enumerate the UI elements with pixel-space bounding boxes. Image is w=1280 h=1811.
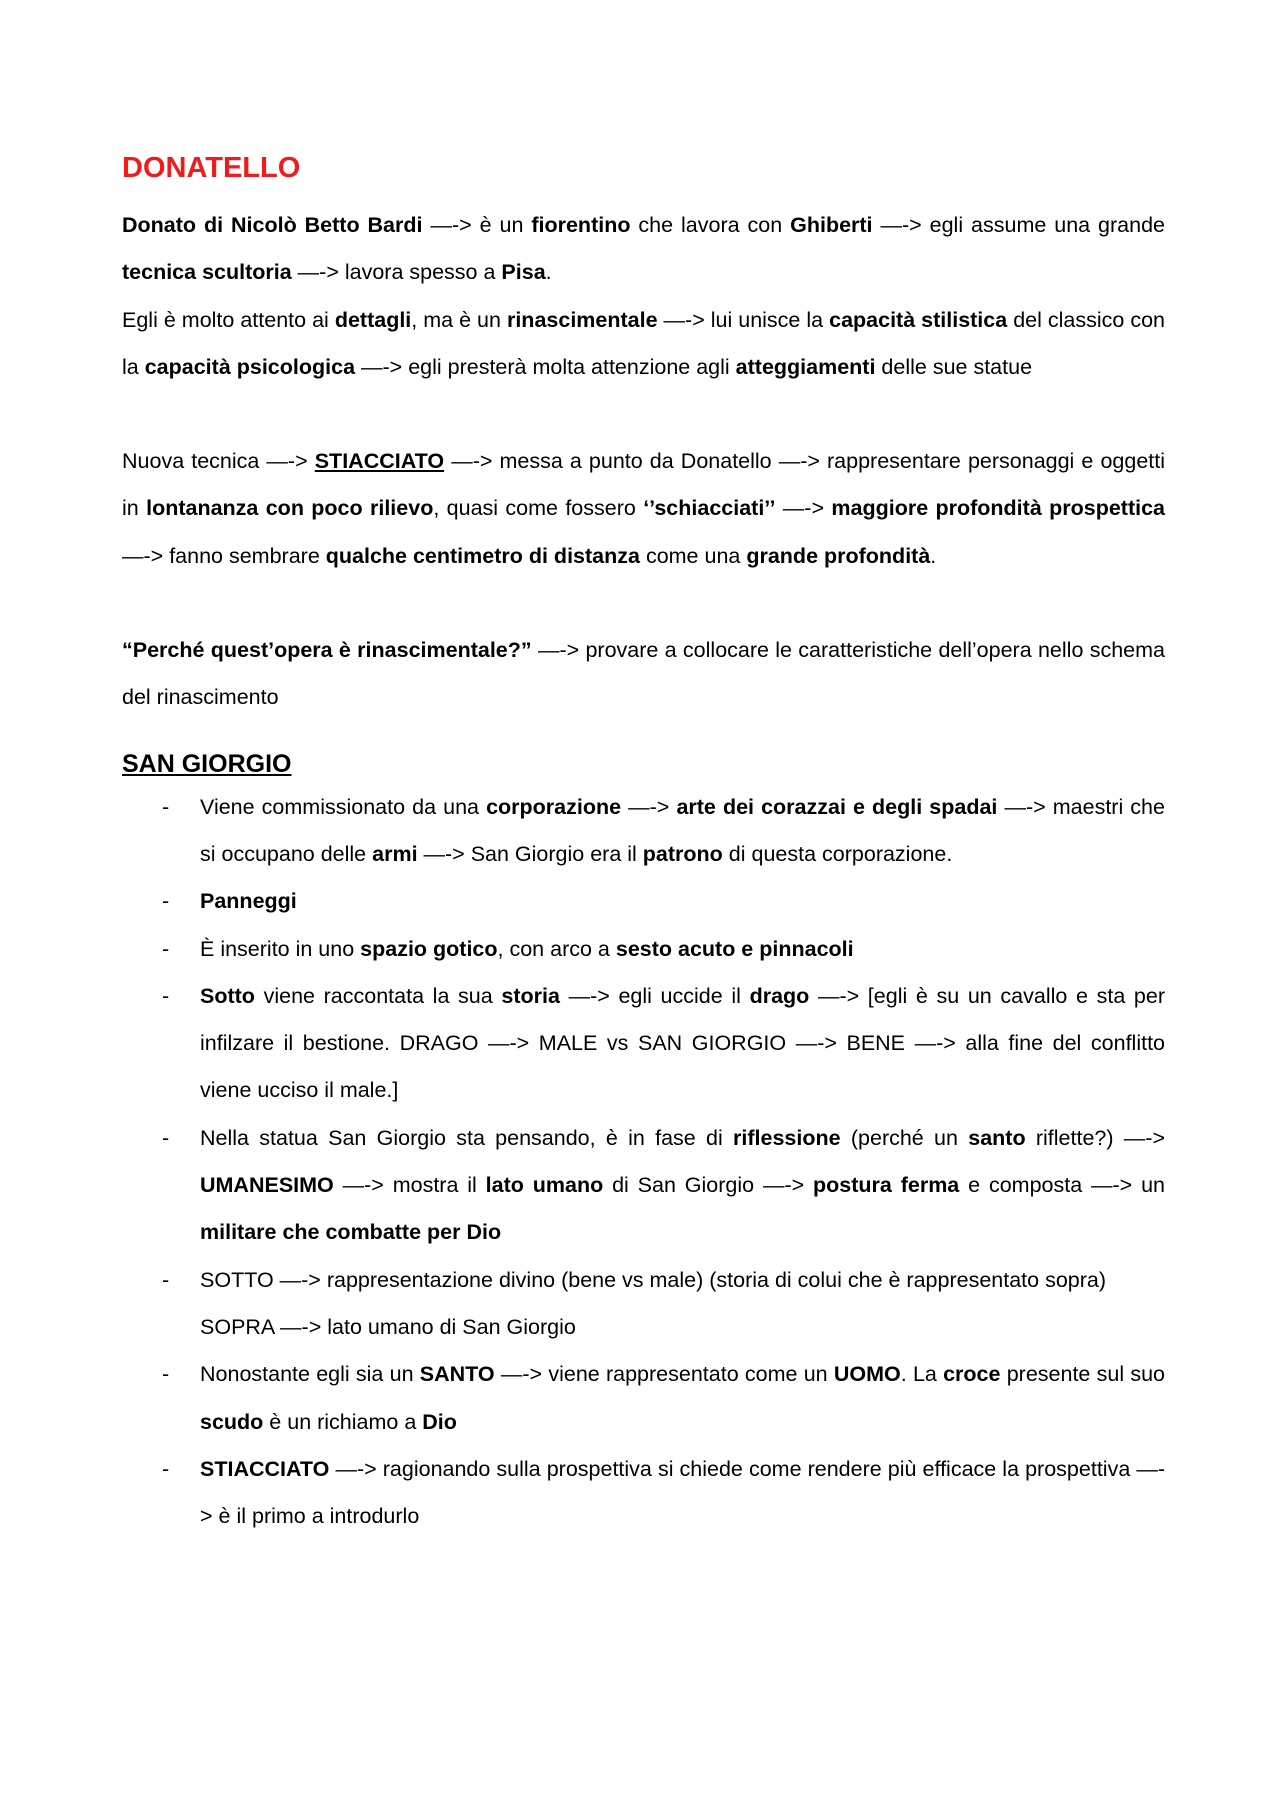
list-item-text: È inserito in uno spazio gotico, con arco a sesto acuto e pinnacoli [200, 936, 854, 961]
bullet-list [122, 784, 1165, 1541]
bullet-marker: - [162, 889, 170, 914]
list-item [122, 878, 1165, 925]
list-item-text: SOTTO —-> rappresentazione divino (bene vs male) (storia di colui che è rappresentato sopra) [200, 1267, 1107, 1292]
list-item-text: Nella statua San Giorgio sta pensando, è in fase di riflessione (perché un santo riflette?) —-> UMANESIMO —-> mostra il lato umano di San Giorgio —-> postura ferma e composta —-> un militare che combatte per Dio [200, 1125, 1166, 1245]
list-item-text: Panneggi [200, 889, 297, 914]
list-item-continuation: SOPRA —-> lato umano di San Giorgio [200, 1314, 576, 1339]
list-item-text: STIACCIATO —-> ragionando sulla prospettiva si chiede come rendere più efficace la prospettiva —-> è il primo a introdurlo [200, 1456, 1165, 1529]
section-heading: SAN GIORGIO [122, 749, 292, 778]
list-item [122, 1446, 1165, 1541]
list-item [122, 1351, 1165, 1446]
list-item [122, 973, 1165, 1115]
bullet-marker: - [162, 936, 170, 961]
bullet-marker: - [162, 983, 170, 1008]
list-item [122, 1257, 1165, 1352]
list-item-text: Viene commissionato da una corporazione —-> arte dei corazzai e degli spadai —-> maestri che si occupano delle armi —-> San Giorgio era il patrono di questa corporazione. [200, 794, 1165, 866]
intro-paragraph-2: Egli è molto attento ai dettagli, ma è un rinascimentale —-> lui unisce la capacità stilistica del classico con la capacità psicologica —-> egli presterà molta attenzione agli atteggiamenti delle sue statue [122, 307, 1165, 379]
intro-paragraph-1: Donato di Nicolò Betto Bardi —-> è un fiorentino che lavora con Ghiberti —-> egli assume una grande tecnica scultoria —-> lavora spesso a Pisa. [122, 213, 1166, 285]
bullet-marker: - [162, 1456, 170, 1481]
bullet-marker: - [162, 1267, 170, 1292]
document-page [122, 150, 1165, 1540]
list-item [122, 1115, 1165, 1257]
bullet-marker: - [162, 794, 170, 819]
list-item-text: Sotto viene raccontata la sua storia —-> egli uccide il drago —-> [egli è su un cavallo e sta per infilzare il bestione. DRAGO —-> MALE vs SAN GIORGIO —-> BENE —-> alla fine del conflitto viene ucciso il male.] [200, 983, 1165, 1103]
intro-paragraph-3: Nuova tecnica —-> STIACCIATO —-> messa a punto da Donatello —-> rappresentare personaggi e oggetti in lontananza con poco rilievo, quasi come fossero ‘’schiacciati’’ —-> maggiore profondità prospettica —-> fanno sembrare qualche centimetro di distanza come una grande profondità. [122, 449, 1166, 568]
paragraph-spacer [122, 391, 1165, 438]
bullet-marker: - [162, 1362, 170, 1387]
page-title: DONATELLO [122, 152, 301, 184]
bullet-marker: - [162, 1125, 170, 1150]
paragraph-spacer [122, 580, 1165, 627]
list-item [122, 784, 1165, 879]
intro-paragraph-4: “Perché quest’opera è rinascimentale?” —-> provare a collocare le caratteristiche dell’opera nello schema del rinascimento [122, 638, 1165, 710]
list-item-text: Nonostante egli sia un SANTO —-> viene rappresentato come un UOMO. La croce presente sul suo scudo è un richiamo a Dio [200, 1362, 1165, 1434]
list-item [122, 926, 1165, 973]
